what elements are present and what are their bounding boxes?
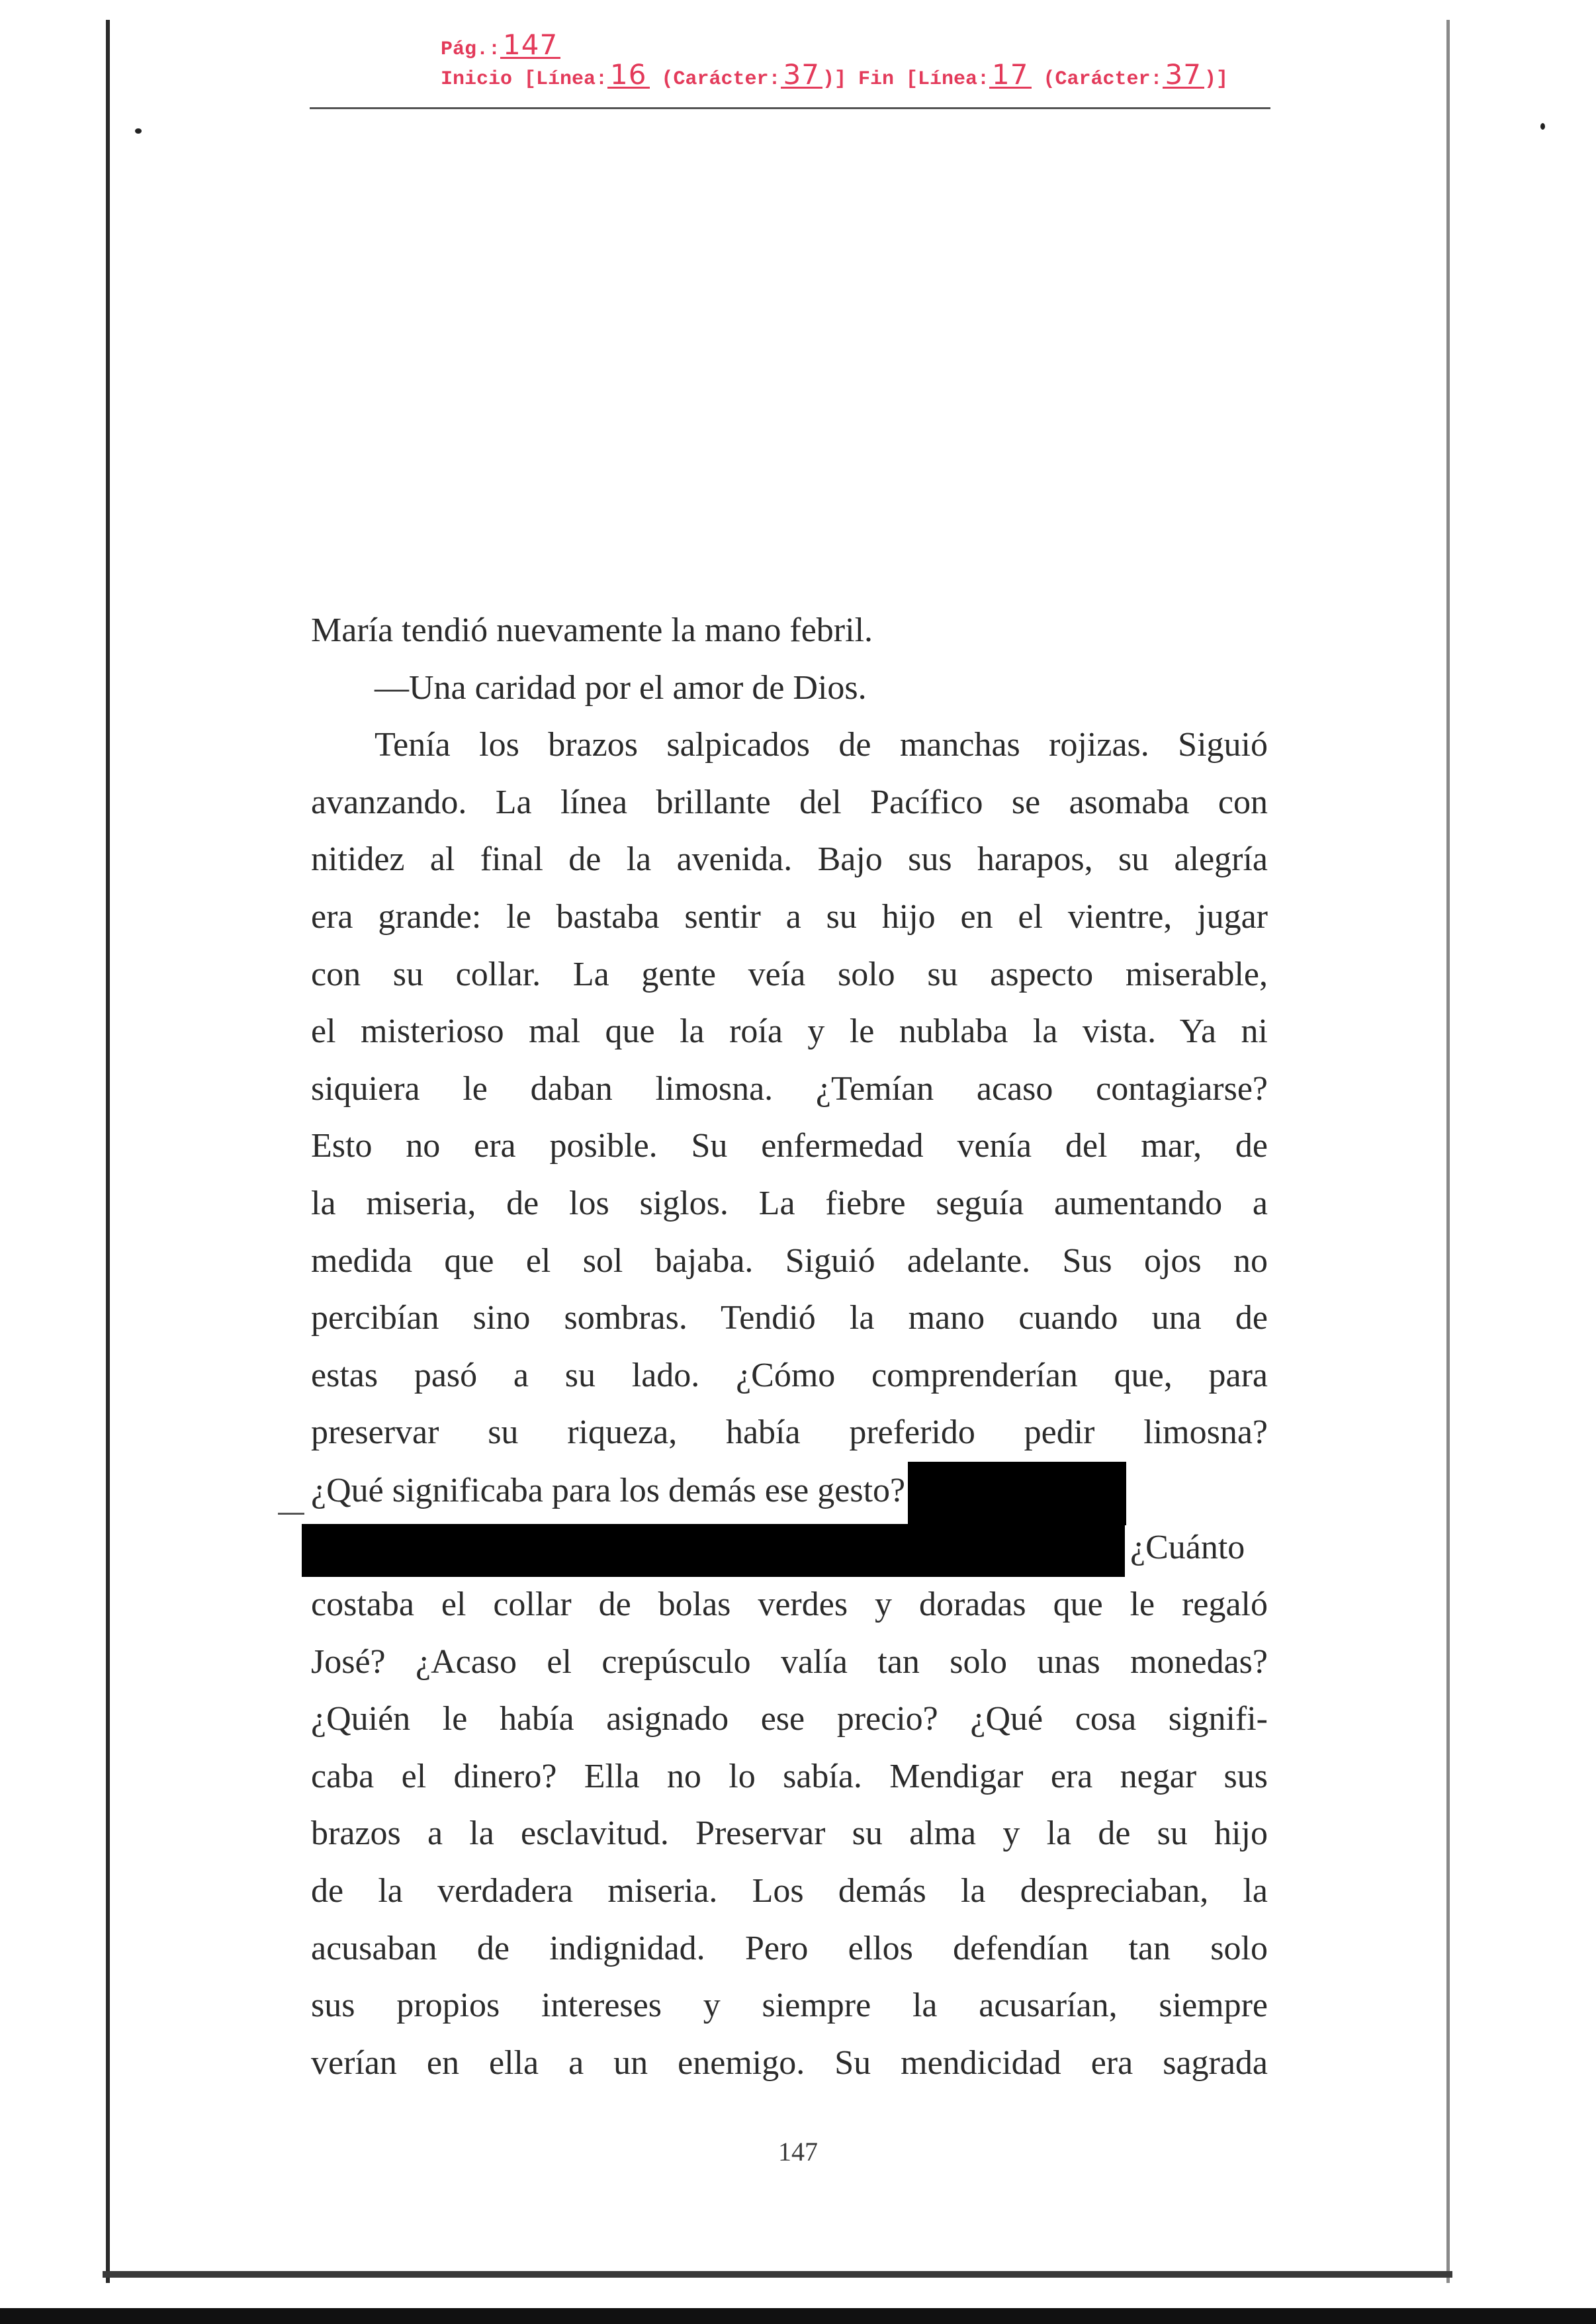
header-rule (310, 107, 1270, 109)
text-line-redacted (311, 1462, 1268, 1519)
text-line: ¿Quién le había asignado ese precio? ¿Qué cosa signifi- (311, 1700, 1268, 1738)
text-line: costaba el collar de bolas verdes y doradas que le regaló (311, 1586, 1268, 1624)
body-text (311, 602, 1268, 2092)
scan-speck (1540, 123, 1545, 130)
stamp-end-label: )] Fin [Línea: (822, 68, 990, 91)
text-line: María tendió nuevamente la mano febril. (311, 611, 873, 649)
text-line: el misterioso mal que la roía y le nublaba la vista. Ya ni (311, 1012, 1268, 1051)
text-line: sus propios intereses y siempre la acusarían, siempre (311, 1987, 1268, 2025)
text-line: José? ¿Acaso el crepúsculo valía tan solo unas monedas? (311, 1642, 1268, 1681)
text-line: brazos a la esclavitud. Preservar su alma y la de su hijo (311, 1814, 1268, 1853)
scan-speck (135, 128, 142, 134)
redaction-block (302, 1524, 1125, 1577)
text-line: caba el dinero? Ella no lo sabía. Mendigar era negar sus (311, 1757, 1268, 1795)
stamp-page-label: Pág.: (441, 38, 501, 61)
text-line: preservar su riqueza, había preferido pedir limosna? (311, 1413, 1268, 1452)
stamp-start-char: 37 (781, 63, 822, 89)
text-line: siquiera le daban limosna. ¿Temían acaso contagiarse? (311, 1069, 1268, 1108)
stamp-page-value: 147 (500, 33, 560, 59)
page-number: 147 (778, 2137, 818, 2167)
text-line: con su collar. La gente veía solo su aspecto miserable, (311, 955, 1268, 993)
stamp-start-char-label: (Carácter: (661, 68, 781, 91)
page-right-edge (1446, 20, 1450, 2283)
page-bottom-edge (103, 2271, 1452, 2278)
text-line: percibían sino sombras. Tendió la mano cuando una de (311, 1299, 1268, 1337)
text-line: —Una caridad por el amor de Dios. (375, 668, 867, 707)
text-line: era grande: le bastaba sentir a su hijo en el vientre, jugar (311, 897, 1268, 936)
text-segment: ¿Qué significaba para los demás ese gesto? (311, 1471, 906, 1509)
text-segment: ¿Cuánto (1130, 1528, 1245, 1566)
text-line: estas pasó a su lado. ¿Cómo comprenderían que, para (311, 1356, 1268, 1394)
correction-stamp (441, 28, 1229, 93)
scan-bottom-bar (0, 2308, 1596, 2324)
page-left-edge (106, 20, 110, 2283)
margin-mark (278, 1513, 304, 1515)
stamp-start-label: Inicio [Línea: (441, 68, 608, 91)
text-line: nitidez al final de la avenida. Bajo sus harapos, su alegría (311, 840, 1268, 879)
text-line: avanzando. La línea brillante del Pacífico se asomaba con (311, 783, 1268, 821)
stamp-end-line: 17 (989, 63, 1031, 89)
stamp-page-row (441, 28, 1228, 63)
stamp-close: )] (1204, 68, 1229, 91)
text-line: medida que el sol bajaba. Siguió adelante. Sus ojos no (311, 1241, 1268, 1280)
text-line: de la verdadera miseria. Los demás la despreciaban, la (311, 1872, 1268, 1910)
text-line: la miseria, de los siglos. La fiebre seguía aumentando a (311, 1184, 1268, 1222)
redaction-block (908, 1462, 1126, 1525)
text-line: verían en ella a un enemigo. Su mendicidad era sagrada (311, 2043, 1268, 2082)
stamp-end-char-label: (Carácter: (1043, 68, 1163, 91)
text-line: Tenía los brazos salpicados de manchas rojizas. Siguió (375, 726, 1268, 764)
text-line: Esto no era posible. Su enfermedad venía del mar, de (311, 1127, 1268, 1165)
text-line: acusaban de indignidad. Pero ellos defendían tan solo (311, 1929, 1268, 1967)
stamp-end-char: 37 (1163, 63, 1204, 89)
text-line-redacted (302, 1519, 1268, 1577)
stamp-range-row (441, 58, 1229, 93)
stamp-start-line: 16 (607, 63, 649, 89)
